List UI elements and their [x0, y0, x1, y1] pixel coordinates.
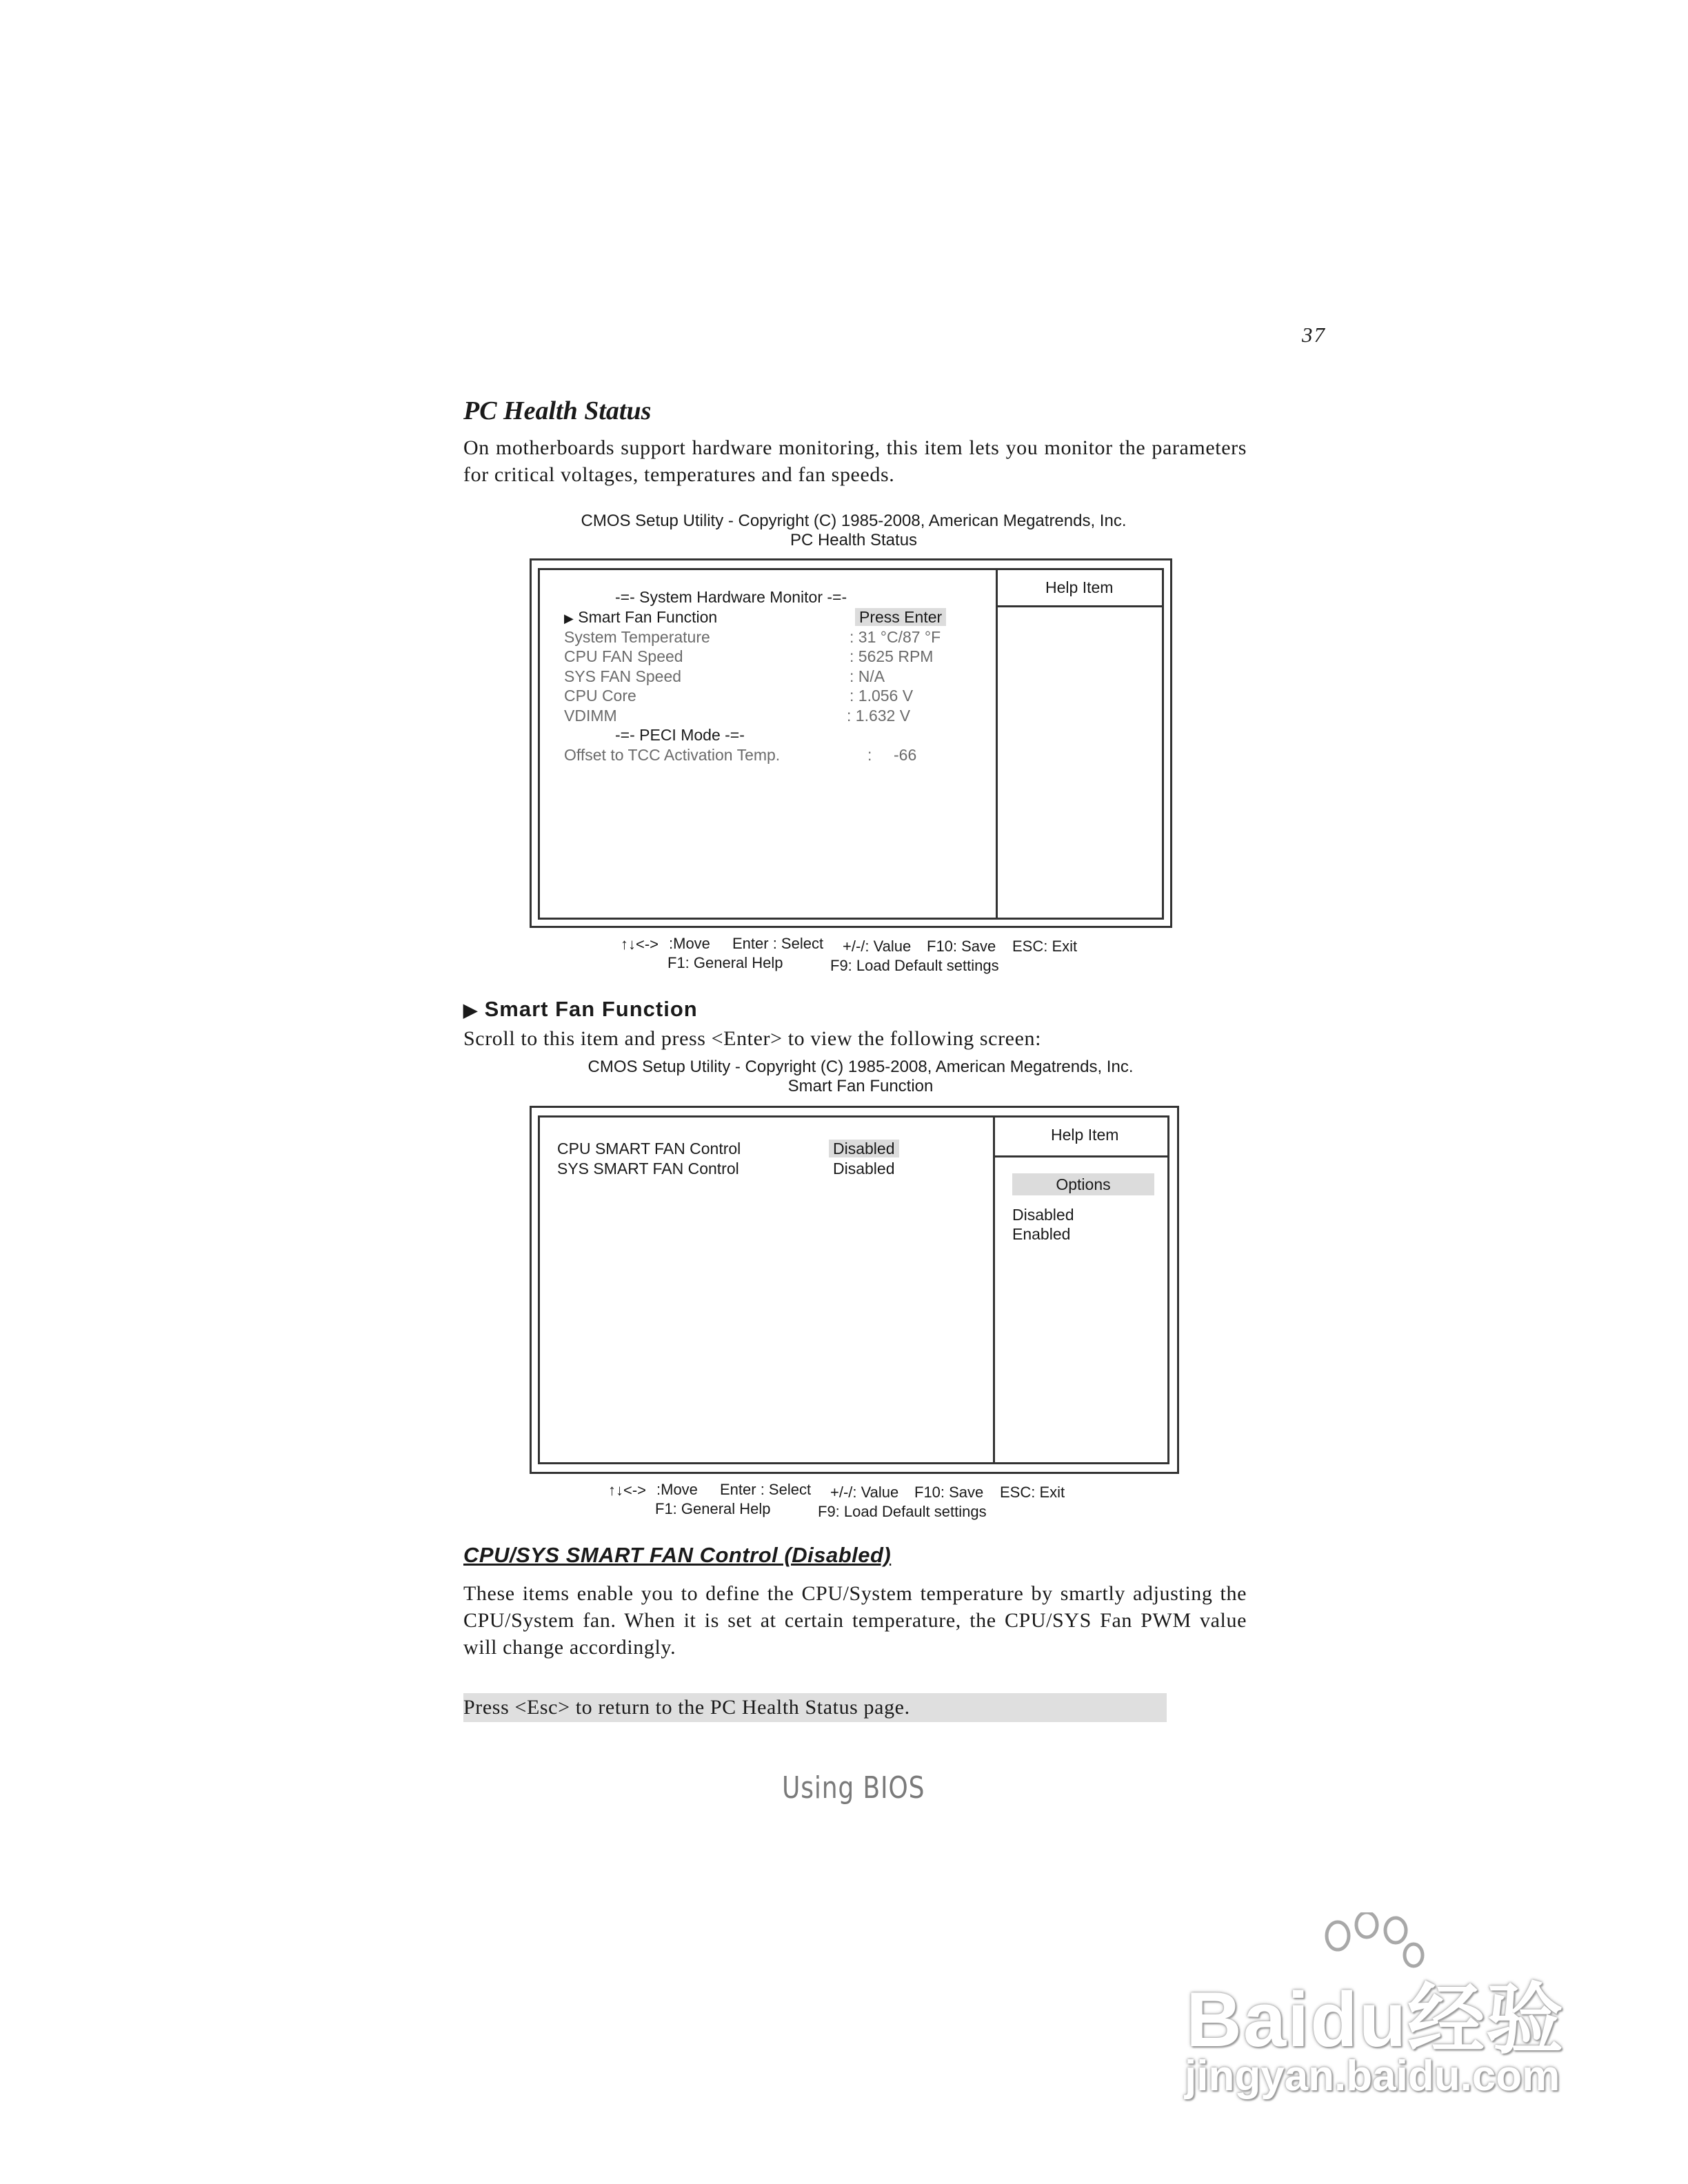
- cpu-smart-fan-control-value-text: Disabled: [829, 1140, 899, 1157]
- options-title: Options: [1012, 1173, 1154, 1195]
- bios-caption-1-line2: PC Health Status: [790, 531, 918, 549]
- footer-chapter: Using BIOS: [782, 1770, 925, 1806]
- keybar-2-esc: ESC: Exit: [1000, 1484, 1065, 1501]
- smart-fan-intro: Scroll to this item and press <Enter> to view the following screen:: [463, 1027, 1042, 1050]
- keybar-2-move: :Move: [656, 1481, 698, 1498]
- system-hardware-monitor-header: -=- System Hardware Monitor -=-: [615, 588, 847, 606]
- smart-fan-arrow-icon: ▶: [463, 1000, 478, 1020]
- keybar-2-arrows: ↑↓<->: [608, 1482, 647, 1499]
- system-temperature-value: : 31 °C/87 °F: [850, 628, 941, 646]
- keybar-1-arrows: ↑↓<->: [621, 936, 659, 953]
- smart-fan-function-value[interactable]: [855, 607, 946, 627]
- bios-screen-1-help-separator: [996, 605, 1164, 607]
- smart-fan-function-label: Smart Fan Function: [578, 608, 718, 626]
- smart-fan-heading-text: Smart Fan Function: [484, 997, 698, 1021]
- tcc-offset-value: -66: [894, 746, 917, 764]
- bios-screen-2-help-separator: [993, 1155, 1169, 1157]
- keybar-1-esc: ESC: Exit: [1012, 938, 1078, 955]
- control-description: These items enable you to define the CPU/System temperature by smartly adjusting the CPU/System fan. When it is set at certain temperature, the CPU/SYS Fan PWM value will change accordingly.: [463, 1582, 1247, 1659]
- keybar-2-f10: F10: Save: [914, 1484, 984, 1501]
- help-item-title-1: Help Item: [1045, 578, 1114, 596]
- bios-caption-2-line2: Smart Fan Function: [787, 1077, 934, 1095]
- cpu-fan-speed-value: : 5625 RPM: [850, 647, 934, 665]
- watermark-logo: Baidu经验: [1186, 1976, 1565, 2063]
- submenu-arrow-icon: ▶: [564, 611, 574, 625]
- press-enter-value: Press Enter: [855, 608, 946, 626]
- sys-smart-fan-control-value[interactable]: Disabled: [833, 1160, 895, 1177]
- peci-mode-header: -=- PECI Mode -=-: [615, 726, 745, 744]
- keybar-2-enter: Enter : Select: [720, 1481, 812, 1498]
- esc-note: Press <Esc> to return to the PC Health Status page.: [463, 1693, 1167, 1722]
- cpu-smart-fan-control-label[interactable]: CPU SMART FAN Control: [557, 1140, 741, 1157]
- bios-caption-2: [516, 1058, 1205, 1096]
- sys-fan-speed-label: SYS FAN Speed: [564, 667, 682, 685]
- sys-smart-fan-control-label[interactable]: SYS SMART FAN Control: [557, 1160, 739, 1177]
- page-number: 37: [1302, 323, 1326, 347]
- bios-caption-1: [509, 512, 1198, 550]
- section-title: PC Health Status: [463, 396, 652, 425]
- keybar-1-enter: Enter : Select: [732, 935, 824, 952]
- vdimm-label: VDIMM: [564, 707, 617, 725]
- keybar-2-f9: F9: Load Default settings: [818, 1503, 987, 1520]
- bios-screen-2-divider: [993, 1115, 995, 1464]
- option-disabled[interactable]: Disabled: [1012, 1206, 1074, 1224]
- keybar-1-f9: F9: Load Default settings: [830, 957, 999, 974]
- cpu-fan-speed-label: CPU FAN Speed: [564, 647, 683, 665]
- tcc-offset-colon: :: [867, 746, 872, 764]
- watermark-url: jingyan.baidu.com: [1185, 2052, 1560, 2100]
- keybar-2-value: +/-/: Value: [830, 1484, 899, 1501]
- keybar-1-f1: F1: General Help: [667, 954, 783, 971]
- system-temperature-label: System Temperature: [564, 628, 710, 646]
- sys-fan-speed-value: : N/A: [850, 667, 885, 685]
- vdimm-value: : 1.632 V: [847, 707, 911, 725]
- smart-fan-heading: [463, 997, 698, 1022]
- bios-caption-1-line1: CMOS Setup Utility - Copyright (C) 1985-2008, American Megatrends, Inc.: [581, 512, 1127, 530]
- cpu-core-value: : 1.056 V: [850, 687, 914, 705]
- tcc-offset-label: Offset to TCC Activation Temp.: [564, 746, 781, 764]
- smart-fan-function-item[interactable]: [564, 607, 717, 628]
- help-item-title-2: Help Item: [1051, 1126, 1119, 1144]
- bios-caption-2-line1: CMOS Setup Utility - Copyright (C) 1985-2008, American Megatrends, Inc.: [587, 1058, 1134, 1076]
- bios-screen-1-divider: [996, 568, 998, 920]
- option-enabled[interactable]: Enabled: [1012, 1225, 1071, 1243]
- keybar-1-f10: F10: Save: [927, 938, 996, 955]
- cpu-smart-fan-control-value[interactable]: [829, 1139, 899, 1158]
- keybar-1-move: :Move: [669, 935, 710, 952]
- keybar-2-f1: F1: General Help: [655, 1500, 771, 1517]
- control-heading: CPU/SYS SMART FAN Control (Disabled): [463, 1543, 892, 1567]
- keybar-1-value: +/-/: Value: [843, 938, 912, 955]
- cpu-core-label: CPU Core: [564, 687, 636, 705]
- section-intro: On motherboards support hardware monitoring, this item lets you monitor the parameters for critical voltages, temperatures and fan speeds.: [463, 436, 1247, 486]
